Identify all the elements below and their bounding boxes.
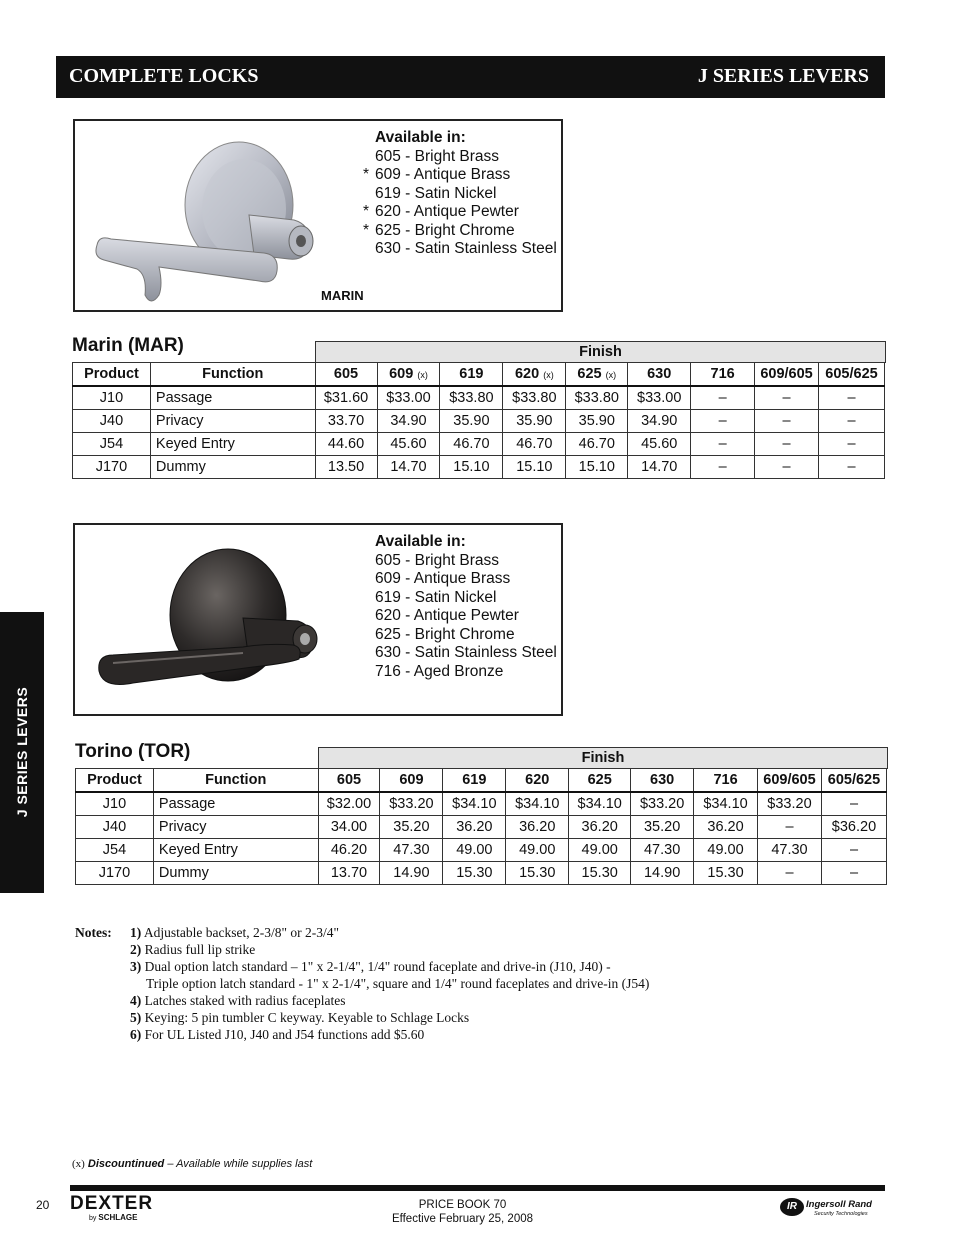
ingersoll-rand-logo bbox=[780, 1196, 884, 1222]
section-title: COMPLETE LOCKS bbox=[69, 65, 259, 87]
notes-label: Notes: bbox=[75, 925, 112, 940]
price-cell: 13.70 bbox=[318, 862, 380, 885]
price-cell: – bbox=[819, 433, 885, 456]
price-cell: 15.30 bbox=[443, 862, 506, 885]
marin-finish-header: Finish bbox=[315, 341, 886, 363]
price-cell: 49.00 bbox=[506, 839, 569, 862]
column-header: 605 bbox=[315, 363, 377, 387]
price-cell: $34.10 bbox=[443, 792, 506, 816]
function-cell: Dummy bbox=[153, 862, 318, 885]
price-cell: 34.90 bbox=[377, 410, 440, 433]
finish-option: 605 - Bright Brass bbox=[375, 147, 500, 165]
marin-lever-image bbox=[89, 135, 329, 305]
price-cell: 35.90 bbox=[440, 410, 503, 433]
price-cell: – bbox=[821, 862, 886, 885]
finish-option: 716 - Aged Bronze bbox=[375, 662, 504, 680]
product-cell: J54 bbox=[76, 839, 154, 862]
price-cell: 47.30 bbox=[631, 839, 694, 862]
ir-name: Ingersoll Rand bbox=[806, 1199, 872, 1210]
function-cell: Passage bbox=[153, 792, 318, 816]
marin-price-table bbox=[72, 362, 885, 479]
available-heading: Available in: bbox=[375, 533, 466, 550]
price-cell: – bbox=[755, 410, 819, 433]
ir-sub: Security Technologies bbox=[814, 1211, 868, 1217]
price-cell: $33.00 bbox=[628, 386, 691, 410]
torino-title: Torino (TOR) bbox=[75, 741, 191, 762]
note-item: 4) Latches staked with radius faceplates bbox=[130, 993, 346, 1008]
column-header: 609 (x) bbox=[377, 363, 440, 387]
column-header: Function bbox=[153, 769, 318, 793]
column-header: Function bbox=[150, 363, 315, 387]
table-row bbox=[76, 839, 887, 862]
finish-option: 620 - Antique Pewter bbox=[375, 607, 519, 624]
section-header-bar bbox=[56, 56, 885, 98]
table-row bbox=[73, 456, 885, 479]
function-cell: Passage bbox=[150, 386, 315, 410]
price-cell: 15.30 bbox=[694, 862, 758, 885]
column-header: 605 bbox=[318, 769, 380, 793]
price-cell: $34.10 bbox=[569, 792, 631, 816]
column-header: 620 (x) bbox=[503, 363, 566, 387]
effective-date: Effective February 25, 2008 bbox=[391, 1213, 534, 1225]
price-cell: – bbox=[819, 386, 885, 410]
discontinued-legend: (x) Discountinued – Available while supplies last bbox=[72, 1158, 313, 1170]
price-cell: – bbox=[758, 816, 822, 839]
column-header: 619 bbox=[443, 769, 506, 793]
price-book-info bbox=[380, 1198, 545, 1226]
torino-price-table bbox=[75, 768, 887, 885]
torino-lever-image bbox=[93, 543, 333, 693]
price-cell: 14.70 bbox=[628, 456, 691, 479]
product-cell: J10 bbox=[76, 792, 154, 816]
price-cell: $33.00 bbox=[377, 386, 440, 410]
marin-available-list bbox=[363, 129, 557, 259]
table-row bbox=[76, 816, 887, 839]
finish-option: 619 - Satin Nickel bbox=[375, 588, 497, 606]
price-cell: 14.70 bbox=[377, 456, 440, 479]
column-header: 625 (x) bbox=[566, 363, 628, 387]
price-cell: $33.20 bbox=[380, 792, 443, 816]
torino-product-box bbox=[73, 523, 563, 716]
price-cell: – bbox=[821, 792, 886, 816]
price-cell: 13.50 bbox=[315, 456, 377, 479]
price-cell: 33.70 bbox=[315, 410, 377, 433]
function-cell: Privacy bbox=[153, 816, 318, 839]
price-cell: – bbox=[819, 456, 885, 479]
discontinued-label: Discountinued bbox=[87, 1158, 165, 1170]
price-cell: $33.80 bbox=[566, 386, 628, 410]
price-cell: $33.80 bbox=[440, 386, 503, 410]
column-header: 609/605 bbox=[755, 363, 819, 387]
torino-table-body bbox=[76, 792, 887, 885]
note-item: 3) Dual option latch standard – 1" x 2-1/4", 1/4" round faceplate and drive-in (J10, J40) - bbox=[130, 959, 611, 974]
notes-list bbox=[130, 924, 830, 1043]
torino-available-list bbox=[375, 533, 557, 681]
price-cell: 49.00 bbox=[569, 839, 631, 862]
price-cell: – bbox=[755, 386, 819, 410]
finish-option: 630 - Satin Stainless Steel bbox=[375, 644, 557, 661]
price-cell: 35.90 bbox=[566, 410, 628, 433]
price-cell: 49.00 bbox=[694, 839, 758, 862]
table-header-row bbox=[76, 769, 887, 793]
price-cell: 36.20 bbox=[443, 816, 506, 839]
price-cell: – bbox=[755, 433, 819, 456]
note-item: 5) Keying: 5 pin tumbler C keyway. Keyable to Schlage Locks bbox=[130, 1010, 470, 1025]
column-header: 605/625 bbox=[819, 363, 885, 387]
table-row bbox=[73, 410, 885, 433]
finish-option: 625 - Bright Chrome bbox=[375, 625, 515, 643]
price-cell: 47.30 bbox=[758, 839, 822, 862]
marin-title: Marin (MAR) bbox=[72, 335, 184, 356]
column-header: 630 bbox=[631, 769, 694, 793]
page-number: 20 bbox=[36, 1198, 50, 1212]
price-cell: $34.10 bbox=[694, 792, 758, 816]
product-cell: J54 bbox=[73, 433, 151, 456]
note-item: 2) Radius full lip strike bbox=[130, 942, 256, 957]
torino-finish-header: Finish bbox=[318, 747, 888, 769]
product-cell: J40 bbox=[73, 410, 151, 433]
column-header: 609/605 bbox=[758, 769, 822, 793]
marin-table-body bbox=[73, 386, 885, 479]
price-cell: – bbox=[691, 386, 755, 410]
price-cell: 46.70 bbox=[503, 433, 566, 456]
product-cell: J170 bbox=[76, 862, 154, 885]
price-cell: $31.60 bbox=[315, 386, 377, 410]
function-cell: Keyed Entry bbox=[153, 839, 318, 862]
price-cell: 35.90 bbox=[503, 410, 566, 433]
price-cell: 47.30 bbox=[380, 839, 443, 862]
price-cell: 14.90 bbox=[380, 862, 443, 885]
price-cell: 15.10 bbox=[503, 456, 566, 479]
price-cell: 46.70 bbox=[566, 433, 628, 456]
product-cell: J10 bbox=[73, 386, 151, 410]
column-header: 716 bbox=[694, 769, 758, 793]
column-header: 609 bbox=[380, 769, 443, 793]
side-tab-label: J SERIES LEVERS bbox=[14, 686, 30, 818]
footer-rule bbox=[70, 1185, 885, 1191]
finish-option: * 625 - Bright Chrome bbox=[363, 221, 515, 239]
column-header: 619 bbox=[440, 363, 503, 387]
series-title: J SERIES LEVERS bbox=[697, 65, 869, 87]
price-cell: 34.00 bbox=[318, 816, 380, 839]
table-row bbox=[76, 862, 887, 885]
price-cell: 45.60 bbox=[377, 433, 440, 456]
column-header: Product bbox=[76, 769, 154, 793]
column-header: Product bbox=[73, 363, 151, 387]
price-cell: – bbox=[691, 456, 755, 479]
product-cell: J40 bbox=[76, 816, 154, 839]
finish-option: 609 - Antique Brass bbox=[375, 570, 511, 587]
column-header: 620 bbox=[506, 769, 569, 793]
marin-product-box bbox=[73, 119, 563, 312]
price-cell: 45.60 bbox=[628, 433, 691, 456]
table-row bbox=[73, 433, 885, 456]
price-cell: 15.10 bbox=[566, 456, 628, 479]
finish-option: * 609 - Antique Brass bbox=[363, 166, 511, 183]
function-cell: Privacy bbox=[150, 410, 315, 433]
column-header: 605/625 bbox=[821, 769, 886, 793]
finish-option: 630 - Satin Stainless Steel bbox=[375, 240, 557, 257]
price-cell: 35.20 bbox=[380, 816, 443, 839]
price-cell: 46.70 bbox=[440, 433, 503, 456]
price-cell: 36.20 bbox=[694, 816, 758, 839]
note-item: 6) For UL Listed J10, J40 and J54 functions add $5.60 bbox=[130, 1027, 425, 1042]
price-cell: $34.10 bbox=[506, 792, 569, 816]
note-item: 1) Adjustable backset, 2-3/8" or 2-3/4" bbox=[130, 925, 339, 940]
price-cell: – bbox=[691, 410, 755, 433]
price-cell: 14.90 bbox=[631, 862, 694, 885]
side-tab bbox=[0, 612, 44, 893]
column-header: 630 bbox=[628, 363, 691, 387]
price-cell: 44.60 bbox=[315, 433, 377, 456]
notes-section bbox=[75, 924, 875, 1054]
price-cell: 46.20 bbox=[318, 839, 380, 862]
dexter-wordmark: DEXTER bbox=[70, 1193, 154, 1214]
note-item: Triple option latch standard - 1" x 2-1/4", square and 1/4" round faceplates and drive-in (J54) bbox=[146, 976, 650, 991]
dexter-logo: DEXTER by SCHLAGE bbox=[70, 1195, 180, 1223]
price-cell: 15.30 bbox=[506, 862, 569, 885]
price-cell: – bbox=[821, 839, 886, 862]
price-cell: 49.00 bbox=[443, 839, 506, 862]
function-cell: Keyed Entry bbox=[150, 433, 315, 456]
ir-mark: IR bbox=[780, 1198, 804, 1216]
price-cell: – bbox=[758, 862, 822, 885]
finish-option: 605 - Bright Brass bbox=[375, 551, 500, 569]
column-header: 625 bbox=[569, 769, 631, 793]
price-cell: – bbox=[819, 410, 885, 433]
price-cell: – bbox=[691, 433, 755, 456]
finish-option: 619 - Satin Nickel bbox=[375, 184, 497, 202]
finish-option: * 620 - Antique Pewter bbox=[363, 203, 519, 220]
function-cell: Dummy bbox=[150, 456, 315, 479]
table-header-row bbox=[73, 363, 885, 387]
price-book-title: PRICE BOOK 70 bbox=[418, 1199, 507, 1211]
price-cell: $32.00 bbox=[318, 792, 380, 816]
price-cell: $33.80 bbox=[503, 386, 566, 410]
price-cell: 15.30 bbox=[569, 862, 631, 885]
price-cell: 35.20 bbox=[631, 816, 694, 839]
price-cell: 15.10 bbox=[440, 456, 503, 479]
table-row bbox=[73, 386, 885, 410]
price-cell: – bbox=[755, 456, 819, 479]
column-header: 716 bbox=[691, 363, 755, 387]
table-row bbox=[76, 792, 887, 816]
price-cell: $33.20 bbox=[758, 792, 822, 816]
price-cell: 34.90 bbox=[628, 410, 691, 433]
price-cell: $36.20 bbox=[821, 816, 886, 839]
price-cell: 36.20 bbox=[506, 816, 569, 839]
price-cell: 36.20 bbox=[569, 816, 631, 839]
price-cell: $33.20 bbox=[631, 792, 694, 816]
available-heading: Available in: bbox=[375, 129, 466, 146]
marin-caption: MARIN bbox=[321, 288, 364, 303]
product-cell: J170 bbox=[73, 456, 151, 479]
